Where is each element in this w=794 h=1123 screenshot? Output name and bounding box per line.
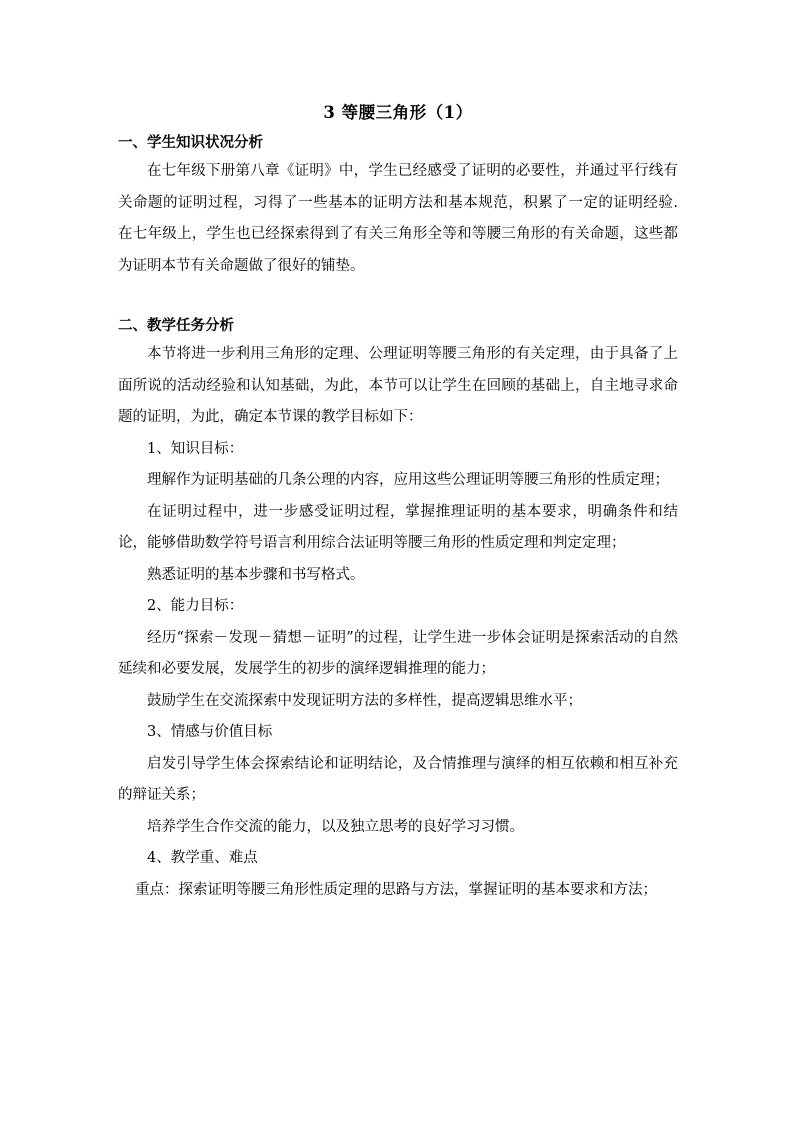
- goal1-paragraph-2: 在证明过程中，进一步感受证明过程，掌握推理证明的基本要求，明确条件和结论，能够借助数学符号语言利用综合法证明等腰三角形的性质定理和判定定理；: [118, 503, 678, 551]
- goal2-label: 2、能力目标：: [147, 598, 244, 614]
- goal1-paragraph-1: 理解作为证明基础的几条公理的内容，应用这些公理证明等腰三角形的性质定理；: [147, 472, 669, 488]
- goal1-label: 1、知识目标：: [147, 440, 244, 457]
- goal2-paragraph-1: 经历“探索－发现－猜想－证明”的过程，让学生进一步体会证明是探索活动的自然延续和必要发展，发展学生的初步的演绎逻辑推理的能力；: [118, 629, 678, 677]
- goal4-label: 4、教学重、难点: [147, 850, 258, 866]
- goal3-paragraph-2: 培养学生合作交流的能力，以及独立思考的良好学习习惯。: [147, 818, 524, 835]
- goal4-paragraph-1: 重点：探索证明等腰三角形性质定理的思路与方法，掌握证明的基本要求和方法；: [135, 881, 657, 898]
- section2-intro: 本节将进一步利用三角形的定理、公理证明等腰三角形的有关定理，由于具备了上面所说的活动经验和认知基础，为此，本节可以让学生在回顾的基础上，自主地寻求命题的证明，为此，确定本节课的教学目标如下：: [118, 346, 678, 425]
- section-gap: [118, 282, 678, 313]
- section-heading-teaching-task: 二、教学任务分析: [118, 317, 234, 334]
- section-heading-student-knowledge: 一、学生知识状况分析: [118, 134, 263, 151]
- section1-paragraph: 在七年级下册第八章《证明》中，学生已经感受了证明的必要性，并通过平行线有关命题的证明过程，习得了一些基本的证明方法和基本规范，积累了一定的证明经验. 在七年级上，学生也已经探索得到了有关三角形全等和等腰三角形的有关命题，这些都为证明本节有关命题做了很好的铺垫。: [118, 163, 678, 274]
- document-page: [118, 100, 678, 906]
- goal3-label: 3、情感与价值目标: [147, 724, 273, 740]
- goal3-paragraph-1: 启发引导学生体会探索结论和证明结论，及合情推理与演绎的相互依赖和相互补充的辩证关系；: [118, 755, 678, 803]
- goal1-paragraph-3: 熟悉证明的基本步骤和书写格式。: [147, 566, 365, 583]
- document-title: 3 等腰三角形（1）: [323, 103, 473, 122]
- goal2-paragraph-2: 鼓励学生在交流探索中发现证明方法的多样性，提高逻辑思维水平；: [147, 692, 582, 709]
